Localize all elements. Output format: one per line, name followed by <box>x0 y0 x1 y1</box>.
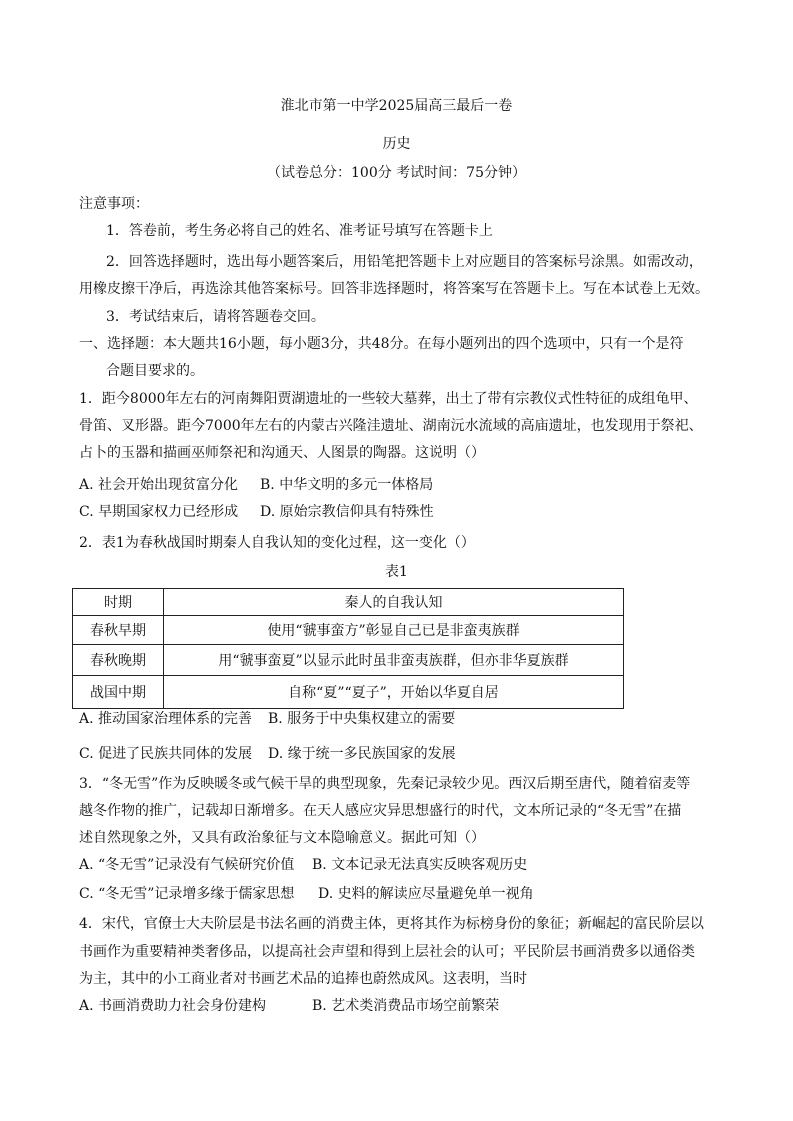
table-cell: 使用“虢事蛮方”彰显自己已是非蛮夷族群 <box>164 616 624 645</box>
table-1 <box>72 588 624 709</box>
section-heading-line1: 一、选择题：本大题共16小题，每小题3分，共48分。在每小题列出的四个选项中，只有一个是符 <box>79 336 684 352</box>
q1-option-b: B. 中华文明的多元一体格局 <box>260 477 434 493</box>
q2-option-b: B. 服务于中央集权建立的需要 <box>268 711 456 727</box>
table-row <box>73 616 624 645</box>
q2-stem: 2．表1为春秋战国时期秦人自我认知的变化过程，这一变化（） <box>79 535 475 551</box>
q4-stem-line2: 书画作为重要精神类奢侈品，以提高社会声望和得到上层社会的认可；平民阶层书画消费多以通俗类 <box>79 944 695 960</box>
table-row <box>73 645 624 676</box>
q3-stem-line2: 越冬作物的推广，记载却日渐增多。在天人感应灾异思想盛行的时代，文本所记录的“冬无雪”在描 <box>79 803 682 819</box>
table-cell: 用“虢事蛮夏”以显示此时虽非蛮夷族群，但亦非华夏族群 <box>164 645 624 676</box>
q3-stem-line3: 述自然现象之外，又具有政治象征与文本隐喻意义。据此可知（） <box>79 830 485 846</box>
q1-stem-line1: 1．距今8000年左右的河南舞阳贾湖遗址的一些较大墓葬，出土了带有宗教仪式性特征的成组龟甲、 <box>79 391 698 407</box>
q4-option-b: B. 艺术类消费品市场空前繁荣 <box>312 998 500 1014</box>
note-item-2-line2: 用橡皮擦干净后，再选涂其他答案标号。回答非选择题时，将答案写在答题卡上。写在本试卷上无效。 <box>79 281 709 297</box>
note-item-3: 3．考试结束后，请将答题卷交回。 <box>106 309 325 325</box>
q1-stem-line2: 骨笛、叉形器。距今7000年左右的内蒙古兴隆洼遗址、湖南沅水流域的高庙遗址，也发现用于祭祀、 <box>79 418 703 434</box>
table-cell: 春秋早期 <box>73 616 164 645</box>
q1-option-d: D. 原始宗教信仰具有特殊性 <box>260 504 434 520</box>
q2-option-d: D. 缘于统一多民族国家的发展 <box>268 746 456 762</box>
q3-option-a: A. “冬无雪”记录没有气候研究价值 <box>79 857 295 873</box>
q3-option-b: B. 文本记录无法真实反映客观历史 <box>312 857 528 873</box>
table-caption: 表1 <box>385 564 408 580</box>
table-cell: 战国中期 <box>73 676 164 709</box>
q2-option-a: A. 推动国家治理体系的完善 <box>79 711 253 727</box>
note-item-1: 1．答卷前，考生务必将自己的姓名、准考证号填写在答题卡上 <box>106 223 493 239</box>
subject-title: 历史 <box>382 136 411 152</box>
q3-option-d: D. 史料的解读应尽量避免单一视角 <box>318 886 534 902</box>
exam-info: （试卷总分：100分 考试时间：75分钟） <box>267 165 526 181</box>
table-header-row <box>73 589 624 616</box>
q3-stem-line1: 3．“冬无雪”作为反映暖冬或气候干旱的典型现象，先秦记录较少见。西汉后期至唐代，随着宿麦等 <box>79 776 691 792</box>
exam-title: 淮北市第一中学2025届高三最后一卷 <box>280 98 513 114</box>
q1-stem-line3: 占卜的玉器和描画巫师祭祀和沟通天、人图景的陶器。这说明（） <box>79 445 485 461</box>
table-header-self-awareness: 秦人的自我认知 <box>164 589 624 616</box>
section-heading-line2: 合题目要求的。 <box>106 363 204 379</box>
q2-option-c: C. 促进了民族共同体的发展 <box>79 746 253 762</box>
table-cell: 自称“夏”“夏子”，开始以华夏自居 <box>164 676 624 709</box>
table-row <box>73 676 624 709</box>
notes-heading: 注意事项： <box>79 196 149 212</box>
q3-option-c: C. “冬无雪”记录增多缘于儒家思想 <box>79 886 295 902</box>
note-item-2-line1: 2．回答选择题时，选出每小题答案后，用铅笔把答题卡上对应题目的答案标号涂黑。如需改动， <box>106 254 703 270</box>
table-cell: 春秋晚期 <box>73 645 164 676</box>
q4-option-a: A. 书画消费助力社会身份建构 <box>79 998 267 1014</box>
q1-option-c: C. 早期国家权力已经形成 <box>79 504 239 520</box>
table-header-period: 时期 <box>73 589 164 616</box>
q4-stem-line1: 4．宋代，官僚士大夫阶层是书法名画的消费主体，更将其作为标榜身份的象征；新崛起的富民阶层以 <box>79 916 704 932</box>
q4-stem-line3: 为主，其中的小工商业者对书画艺术品的追捧也蔚然成风。这表明，当时 <box>79 971 527 987</box>
q1-option-a: A. 社会开始出现贫富分化 <box>79 477 239 493</box>
